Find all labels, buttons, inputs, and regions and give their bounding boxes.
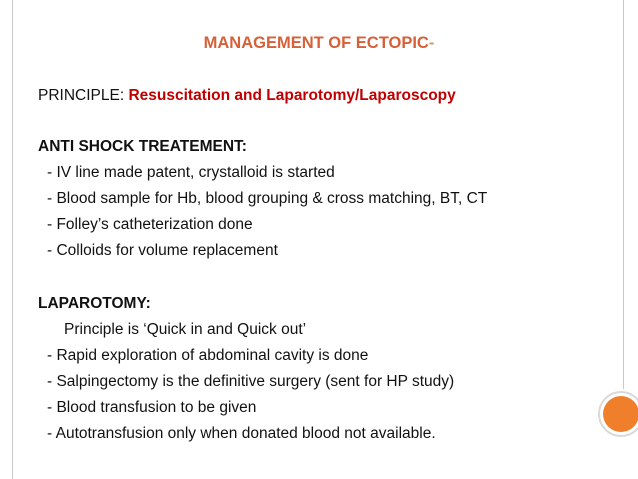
list-item: - Colloids for volume replacement [47, 242, 278, 259]
principle-value: Resuscitation and Laparotomy/Laparoscopy [128, 87, 456, 104]
list-item: - Salpingectomy is the definitive surgery (sent for HP study) [47, 373, 455, 390]
list-item: - IV line made patent, crystalloid is started [47, 164, 335, 181]
anti-shock-heading: ANTI SHOCK TREATEMENT: [38, 138, 247, 155]
laparotomy-heading: LAPAROTOMY: [38, 295, 151, 312]
list-item: - Folley’s catheterization done [47, 216, 253, 233]
left-border-line [12, 0, 13, 479]
title-suffix: - [428, 34, 435, 52]
title-text: MANAGEMENT OF ECTOPIC [203, 34, 429, 52]
list-item: - Autotransfusion only when donated blood not available. [47, 425, 436, 442]
slide-title [0, 34, 638, 53]
list-item: - Rapid exploration of abdominal cavity is done [47, 347, 369, 364]
laparotomy-principle: Principle is ‘Quick in and Quick out’ [64, 321, 307, 338]
principle-line [38, 87, 456, 105]
right-border-line [623, 0, 624, 389]
principle-label: PRINCIPLE: [38, 87, 129, 104]
decorative-circle [603, 396, 638, 432]
list-item: - Blood sample for Hb, blood grouping & cross matching, BT, CT [47, 190, 488, 207]
list-item: - Blood transfusion to be given [47, 399, 257, 416]
